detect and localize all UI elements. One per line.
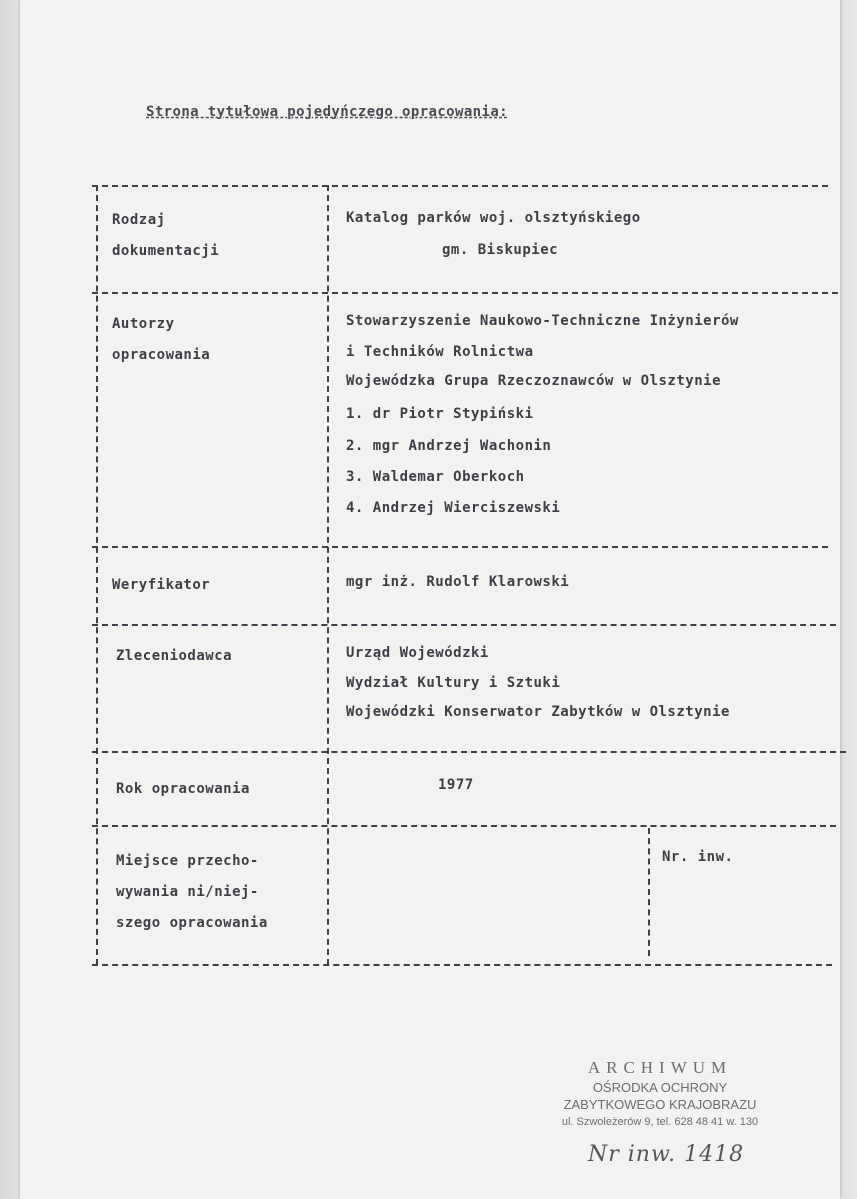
value-verifier: mgr inż. Rudolf Klarowski xyxy=(346,574,570,590)
left-page-edge xyxy=(0,0,20,1199)
table-rule-4 xyxy=(92,751,846,753)
document-page xyxy=(20,0,840,1199)
label-client: Zleceniodawca xyxy=(116,648,233,664)
value-authors-line-2: i Techników Rolnictwa xyxy=(346,344,534,360)
table-rule-left xyxy=(96,185,98,965)
table-rule-top xyxy=(92,185,828,187)
value-authors-line-7: 4. Andrzej Wierciszewski xyxy=(346,500,561,516)
value-documentation-type-line-1: Katalog parków woj. olsztyńskiego xyxy=(346,210,641,226)
archive-stamp-line-4: ul. Szwoleżerów 9, tel. 628 48 41 w. 130 xyxy=(561,1116,759,1128)
value-year: 1977 xyxy=(438,777,474,793)
value-client-line-1: Urząd Wojewódzki xyxy=(346,645,489,661)
value-documentation-type-line-2: gm. Biskupiec xyxy=(442,242,559,258)
label-year: Rok opracowania xyxy=(116,781,250,797)
value-authors-line-1: Stowarzyszenie Naukowo-Techniczne Inżynierów xyxy=(346,313,739,329)
value-client-line-2: Wydział Kultury i Sztuki xyxy=(346,675,561,691)
archive-stamp-line-3: ZABYTKOWEGO KRAJOBRAZU xyxy=(563,1097,757,1112)
document-title: Strona tytułowa pojedyńczego opracowania: xyxy=(146,104,508,120)
table-rule-3 xyxy=(92,624,836,626)
archive-stamp-line-2: OŚRODKA OCHRONY xyxy=(592,1080,728,1095)
value-authors-line-6: 3. Waldemar Oberkoch xyxy=(346,469,525,485)
label-authors-line-1: Autorzy xyxy=(112,316,175,332)
table-rule-2 xyxy=(92,546,828,548)
label-storage-place-line-2: wywania ni/niej- xyxy=(116,884,259,900)
label-verifier: Weryfikator xyxy=(112,577,211,593)
label-inventory-number: Nr. inw. xyxy=(662,849,734,865)
label-authors-line-2: opracowania xyxy=(112,347,211,363)
table-rule-middle xyxy=(327,185,329,965)
value-client-line-3: Wojewódzki Konserwator Zabytków w Olsztynie xyxy=(346,704,730,720)
value-authors-line-5: 2. mgr Andrzej Wachonin xyxy=(346,438,552,454)
table-rule-inventory xyxy=(648,828,650,956)
value-authors-line-4: 1. dr Piotr Stypiński xyxy=(346,406,534,422)
archive-stamp xyxy=(540,1058,780,1128)
value-authors-line-3: Wojewódzka Grupa Rzeczoznawców w Olsztynie xyxy=(346,373,722,389)
table-rule-bottom xyxy=(92,964,832,966)
archive-stamp-line-1: ARCHIWUM xyxy=(587,1058,733,1077)
label-documentation-type-line-2: dokumentacji xyxy=(112,243,220,259)
label-storage-place-line-1: Miejsce przecho- xyxy=(116,853,259,869)
label-storage-place-line-3: szego opracowania xyxy=(116,915,268,931)
table-rule-5 xyxy=(92,825,836,827)
table-rule-1 xyxy=(92,292,838,294)
handwritten-inventory-note: Nr inw. 1418 xyxy=(588,1142,745,1167)
label-documentation-type-line-1: Rodzaj xyxy=(112,212,166,228)
right-page-edge xyxy=(840,0,857,1199)
